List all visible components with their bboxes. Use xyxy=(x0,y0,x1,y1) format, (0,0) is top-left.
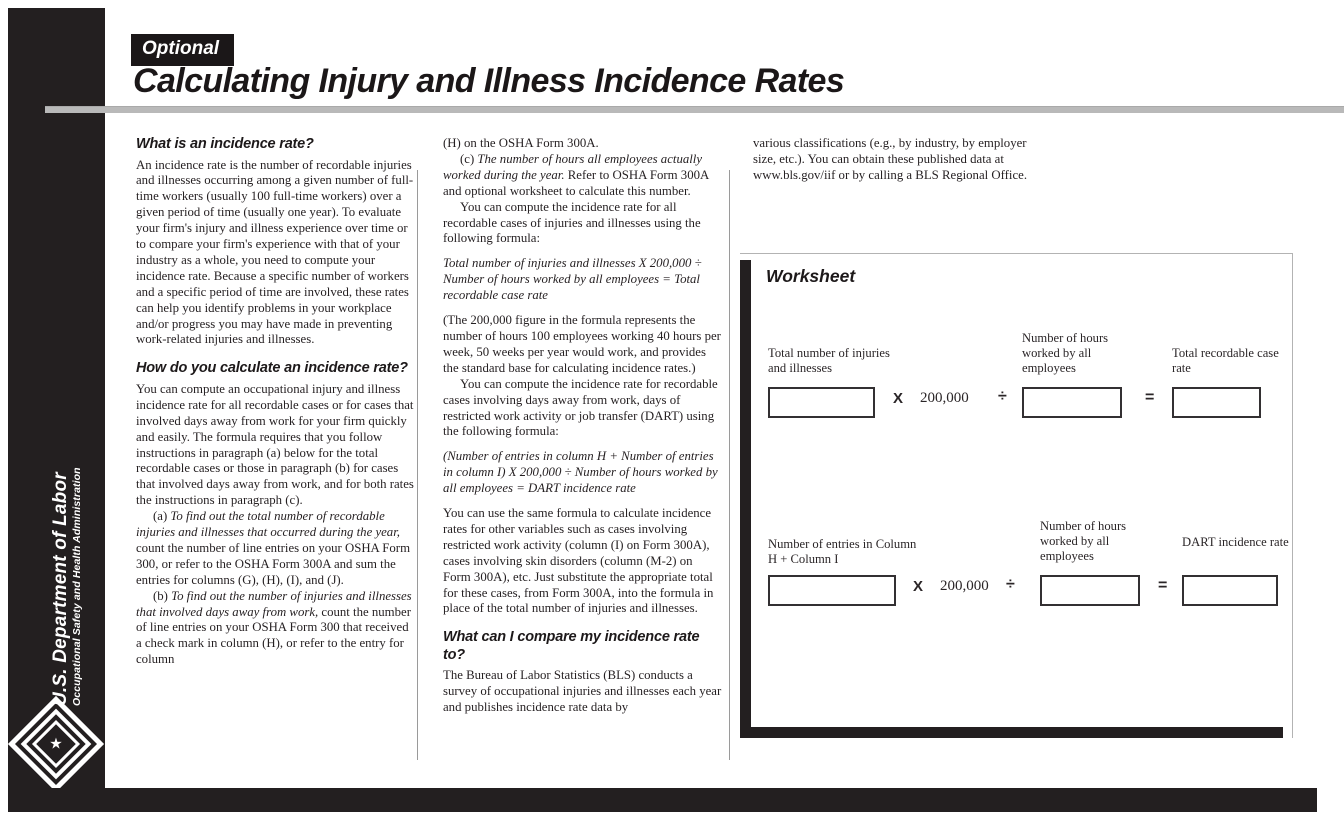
divide-symbol: ÷ xyxy=(998,388,1007,405)
paragraph-item-c: (c) The number of hours all employees actually worked during the year. Refer to OSHA Form 300A and optional worksheet to calculate this number. xyxy=(443,151,709,198)
input-hours-worked[interactable] xyxy=(1040,575,1140,606)
label-hours-worked: Number of hours worked by all employees xyxy=(1022,331,1109,375)
label-hours-worked: Number of hours worked by all employees xyxy=(1040,519,1127,563)
equals-symbol: = xyxy=(1158,577,1168,594)
worksheet-panel xyxy=(740,253,1293,738)
heading-compare-rate: What can I compare my incidence rate to? xyxy=(443,629,700,663)
dol-diamond-star-logo-icon xyxy=(12,700,100,788)
input-entries-h-plus-i[interactable] xyxy=(768,575,896,606)
constant-200000: 200,000 xyxy=(920,390,969,406)
dart-rate-formula: (Number of entries in column H + Number of entries in column I) X 200,000 ÷ Number of hours worked by all employees = DART incidence rate xyxy=(443,449,718,496)
paragraph: various classifications (e.g., by industry, by employer size, etc.). You can obtain these published data at www.bls.gov/iif or by calling a BLS Regional Office. xyxy=(753,136,1028,182)
input-dart-rate[interactable] xyxy=(1182,575,1278,606)
paragraph: (The 200,000 figure in the formula represents the number of hours 100 employees working 40 hours per week, 50 weeks per year would work, and provides the standard base for calculating incidence rates.) xyxy=(443,313,721,375)
header-rule xyxy=(45,106,1344,113)
footer-bar xyxy=(8,788,1317,812)
paragraph: You can use the same formula to calculate incidence rates for other variables such as cases involving restricted work activity (column (I) on Form 300A), cases involving skin disorders (column (M-2) on Form 300A), etc. Just substitute the appropriate total for these cases, from Form 300A, into the formula in place of the total number of injuries and illnesses. xyxy=(443,506,714,616)
paragraph-item-a: (a) To find out the total number of recordable injuries and illnesses that occurred during the year, count the number of line entries on your OSHA Form 300, or refer to the OSHA Form 300A and sum the entries for columns (G), (H), (I), and (J). xyxy=(136,509,411,587)
paragraph: You can compute the incidence rate for recordable cases involving days away from work, days of restricted work activity or job transfer (DART) using the following formula: xyxy=(443,376,718,439)
logo-star-icon: ★ xyxy=(49,734,63,753)
label-dart-rate: DART incidence rate xyxy=(1182,535,1289,549)
column-2 xyxy=(443,136,722,716)
input-total-recordable-rate[interactable] xyxy=(1172,387,1261,418)
heading-how-calculate: How do you calculate an incidence rate? xyxy=(136,360,408,377)
column-1 xyxy=(136,136,415,668)
paragraph: You can compute the incidence rate for all recordable cases of injuries and illnesses using the following formula: xyxy=(443,199,701,246)
paragraph: (H) on the OSHA Form 300A. xyxy=(443,136,599,150)
agency-vertical-text xyxy=(50,428,84,706)
column-divider-1 xyxy=(417,170,418,760)
paragraph: An incidence rate is the number of recordable injuries and illnesses occurring among a given number of full-time workers (usually 100 full-time workers) over a given period of time (usually one year). To evaluate your firm's injury and illness experience over time or to compare your firm's experience with that of your industry as a whole, you need to compute your incidence rate. Because a specific number of workers and a specific period of time are involved, these rates can help you identify problems in your workplace and/or progress you may have made in preventing work-related injuries and illnesses. xyxy=(136,157,414,347)
input-total-injuries[interactable] xyxy=(768,387,875,418)
column-divider-2 xyxy=(729,170,730,760)
multiply-symbol: X xyxy=(913,578,924,595)
administration-label: Occupational Safety and Health Administration xyxy=(71,467,83,706)
worksheet-left-accent xyxy=(740,260,751,738)
multiply-symbol: X xyxy=(893,390,904,407)
label-entries-h-plus-i: Number of entries in Column H + Column I xyxy=(768,537,917,566)
label-total-injuries: Total number of injuries and illnesses xyxy=(768,346,890,375)
label-total-recordable-rate: Total recordable case rate xyxy=(1172,346,1279,375)
heading-what-is-incidence-rate: What is an incidence rate? xyxy=(136,136,314,152)
page-title: Calculating Injury and Illness Incidence Rates xyxy=(133,62,845,100)
optional-badge: Optional xyxy=(131,34,234,66)
input-hours-worked[interactable] xyxy=(1022,387,1122,418)
paragraph: The Bureau of Labor Statistics (BLS) conducts a survey of occupational injuries and illnesses each year and publishes incidence rate data by xyxy=(443,668,722,715)
column-3 xyxy=(753,136,1029,184)
equals-symbol: = xyxy=(1145,389,1155,406)
total-recordable-rate-formula: Total number of injuries and illnesses X 200,000 ÷ Number of hours worked by all employees = Total recordable case rate xyxy=(443,256,702,303)
constant-200000: 200,000 xyxy=(940,578,989,594)
worksheet-bottom-accent xyxy=(740,727,1283,738)
divide-symbol: ÷ xyxy=(1006,576,1015,593)
worksheet-title: Worksheet xyxy=(766,266,856,286)
paragraph: You can compute an occupational injury and illness incidence rate for all recordable cases or for cases that involved days away from work for your firm quickly and easily. The formula requires that you follow instructions in paragraph (a) below for the total recordable cases or those in paragraph (b) for cases that involved days away from work, and for both rates the instructions in paragraph (c). xyxy=(136,381,414,508)
department-label: U.S. Department of Labor xyxy=(50,472,71,706)
paragraph-item-b: (b) To find out the number of injuries and illnesses that involved days away from work, count the number of line entries on your OSHA Form 300 that received a check mark in column (H), or refer to the entry for column xyxy=(136,588,412,667)
